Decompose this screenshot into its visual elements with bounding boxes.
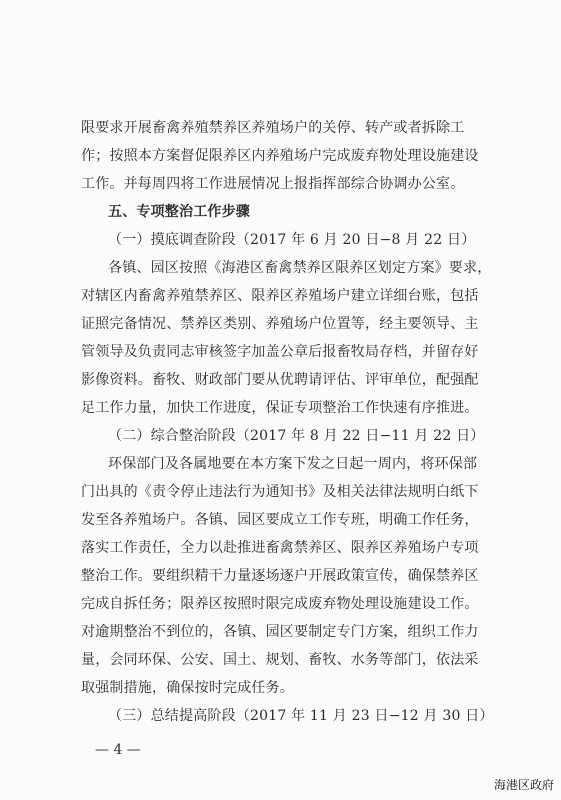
body-text-line: 环保部门及各属地要在本方案下发之日起一周内，将环保部 — [108, 456, 478, 472]
watermark-text: 海港区政府 — [493, 778, 554, 792]
body-text-line: 落实工作责任，全力以赴推进畜禽禁养区、限养区养殖场户专项 — [81, 540, 479, 556]
body-text-line: 对逾期整治不到位的，各镇、园区要制定专门方案，组织工作力 — [81, 624, 479, 640]
body-text-line: 对辖区内畜禽养殖禁养区、限养区养殖场户建立详细台账，包括 — [81, 288, 479, 304]
body-text-line: 门出具的《责令停止违法行为通知书》及相关法律法规明白纸下 — [81, 484, 479, 500]
body-text-line: 足工作力量，加快工作进度，保证专项整治工作快速有序推进。 — [81, 400, 479, 416]
body-text-line: 作；按照本方案督促限养区内养殖场户完成废弃物处理设施建设 — [81, 148, 479, 164]
body-text-line: 完成自拆任务；限养区按照时限完成废弃物处理设施建设工作。 — [81, 596, 479, 612]
body-text-line: 影像资料。畜牧、财政部门要从优聘请评估、评审单位，配强配 — [81, 372, 479, 388]
page-number: — 4 — — [95, 742, 141, 758]
body-text-line: 管领导及负责同志审核签字加盖公章后报畜牧局存档，并留存好 — [81, 344, 479, 360]
section-heading: 五、专项整治工作步骤 — [108, 204, 250, 220]
body-text-line: 量，会同环保、公安、国土、规划、畜牧、水务等部门，依法采 — [81, 652, 479, 668]
body-text-line: 取强制措施，确保按时完成任务。 — [81, 680, 294, 696]
body-text-line: 限要求开展畜禽养殖禁养区养殖场户的关停、转产或者拆除工 — [81, 120, 465, 136]
body-text-line: 整治工作。要组织精干力量逐场逐户开展政策宣传，确保禁养区 — [81, 568, 479, 584]
body-text-line: 各镇、园区按照《海港区畜禽禁养区限养区划定方案》要求， — [108, 260, 492, 276]
body-text-line: 工作。并每周四将工作进展情况上报指挥部综合协调办公室。 — [81, 176, 465, 192]
subsection-heading: （一）摸底调查阶段（2017 年 6 月 20 日−8 月 22 日） — [108, 232, 476, 248]
body-text-line: 发至各养殖场户。各镇、园区要成立工作专班，明确工作任务， — [81, 512, 479, 528]
subsection-heading: （二）综合整治阶段（2017 年 8 月 22 日−11 月 22 日） — [108, 428, 485, 444]
subsection-heading: （三）总结提高阶段（2017 年 11 月 23 日−12 月 30 日） — [108, 708, 494, 724]
body-text-line: 证照完备情况、禁养区类别、养殖场户位置等，经主要领导、主 — [81, 316, 479, 332]
